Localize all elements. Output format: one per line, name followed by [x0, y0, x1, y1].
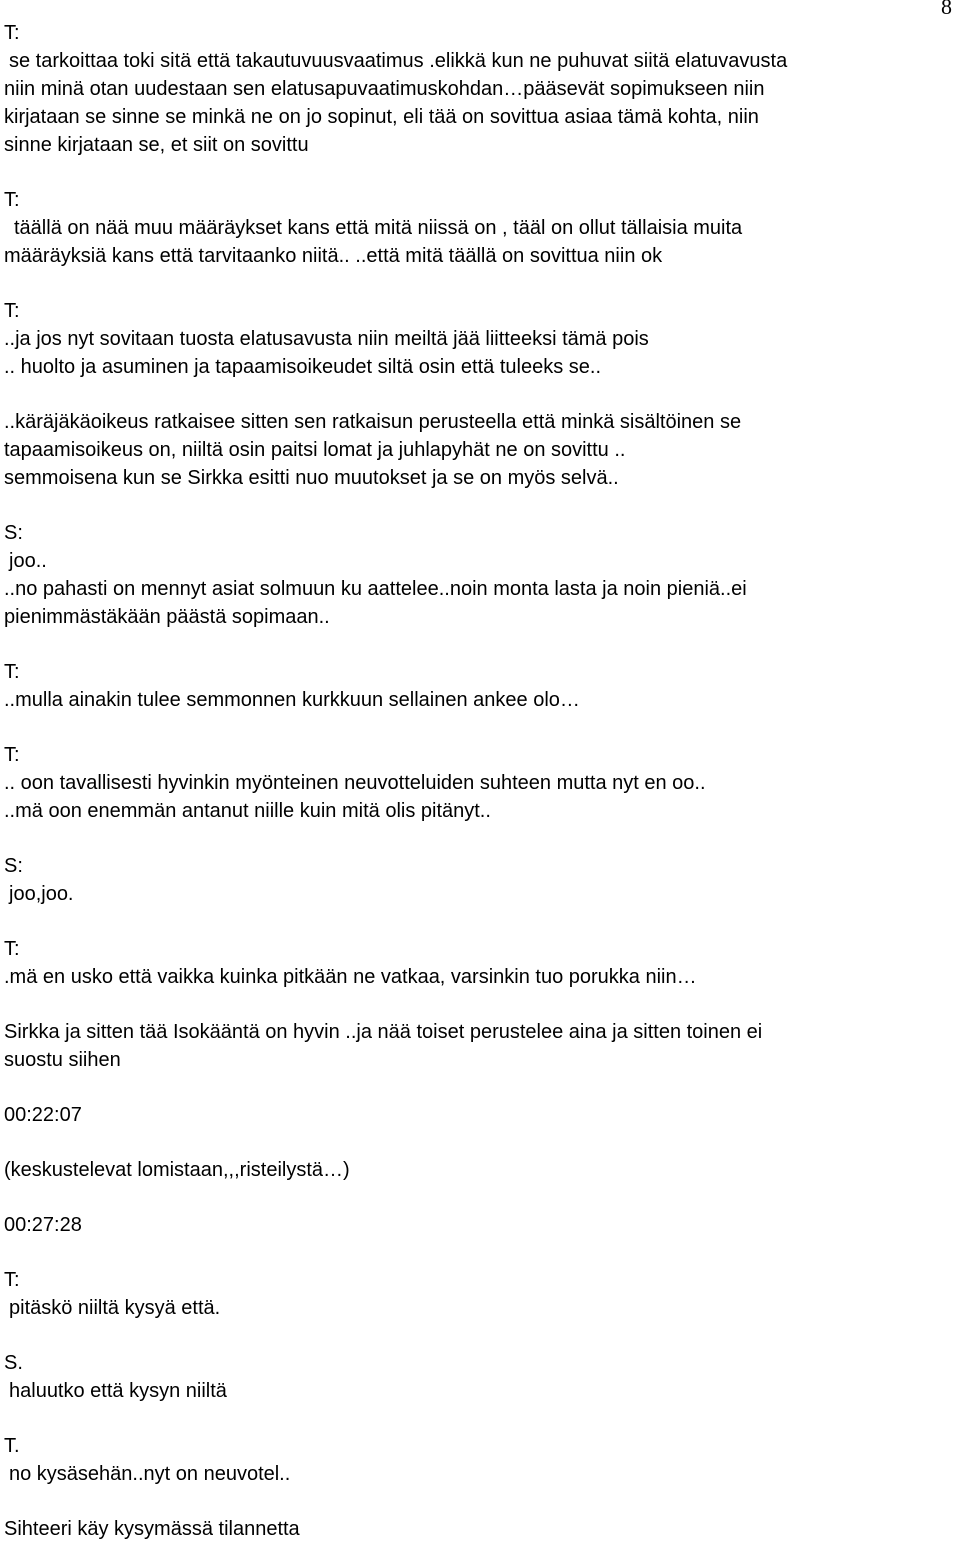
transcript-line: määräyksiä kans että tarvitaanko niitä.. ..että mitä täällä on sovittua niin ok	[4, 245, 663, 267]
transcript-line: haluutko että kysyn niiltä	[9, 1380, 227, 1402]
transcript-line: niin minä otan uudestaan sen elatusapuvaatimuskohdan…pääsevät sopimukseen niin	[4, 78, 765, 100]
speaker-label: T.	[4, 1435, 20, 1457]
speaker-label: S:	[4, 522, 23, 544]
transcript-line: .. oon tavallisesti hyvinkin myönteinen neuvotteluiden suhteen mutta nyt en oo..	[4, 772, 706, 794]
transcript-line: suostu siihen	[4, 1049, 121, 1071]
transcript-line: se tarkoittaa toki sitä että takautuvuusvaatimus .elikkä kun ne puhuvat siitä elatuvavusta	[9, 50, 788, 72]
speaker-label: T:	[4, 938, 20, 960]
speaker-label: S:	[4, 855, 23, 877]
transcript-line: (keskustelevat lomistaan,,,risteilystä…)	[4, 1159, 350, 1181]
transcript-line: ..mulla ainakin tulee semmonnen kurkkuun sellainen ankee olo…	[4, 689, 580, 711]
speaker-label: T:	[4, 189, 20, 211]
transcript-line: Sihteeri käy kysymässä tilannetta	[4, 1518, 300, 1540]
speaker-label: T:	[4, 300, 20, 322]
speaker-label: S.	[4, 1352, 23, 1374]
transcript-line: Sirkka ja sitten tää Isokääntä on hyvin ..ja nää toiset perustelee aina ja sitten toinen ei	[4, 1021, 763, 1043]
transcript-line: .. huolto ja asuminen ja tapaamisoikeudet siltä osin että tuleeks se..	[4, 356, 602, 378]
transcript-line: täällä on nää muu määräykset kans että mitä niissä on , tääl on ollut tällaisia muita	[14, 217, 743, 239]
speaker-label: T:	[4, 661, 20, 683]
timestamp: 00:22:07	[4, 1104, 82, 1126]
transcript-line: ..no pahasti on mennyt asiat solmuun ku aattelee..noin monta lasta ja noin pieniä..ei	[4, 578, 747, 600]
transcript-line: semmoisena kun se Sirkka esitti nuo muutokset ja se on myös selvä..	[4, 467, 619, 489]
transcript-line: ..käräjäkäoikeus ratkaisee sitten sen ratkaisun perusteella että minkä sisältöinen se	[4, 411, 742, 433]
transcript-line: tapaamisoikeus on, niiltä osin paitsi lomat ja juhlapyhät ne on sovittu ..	[4, 439, 626, 461]
transcript-line: .mä en usko että vaikka kuinka pitkään ne vatkaa, varsinkin tuo porukka niin…	[4, 966, 697, 988]
speaker-label: T:	[4, 744, 20, 766]
transcript-line: pienimmästäkään päästä sopimaan..	[4, 606, 330, 628]
page-number: 8	[941, 0, 952, 19]
timestamp: 00:27:28	[4, 1214, 82, 1236]
speaker-label: T:	[4, 22, 20, 44]
transcript	[4, 19, 949, 1543]
transcript-line: sinne kirjataan se, et siit on sovittu	[4, 134, 309, 156]
transcript-line: no kysäsehän..nyt on neuvotel..	[9, 1463, 291, 1485]
speaker-label: T:	[4, 1269, 20, 1291]
transcript-line: pitäskö niiltä kysyä että.	[9, 1297, 221, 1319]
transcript-line: kirjataan se sinne se minkä ne on jo sopinut, eli tää on sovittua asiaa tämä kohta, niin	[4, 106, 759, 128]
transcript-line: joo,joo.	[9, 883, 74, 905]
transcript-line: joo..	[9, 550, 47, 572]
transcript-line: ..mä oon enemmän antanut niille kuin mitä olis pitänyt..	[4, 800, 491, 822]
transcript-line: ..ja jos nyt sovitaan tuosta elatusavusta niin meiltä jää liitteeksi tämä pois	[4, 328, 649, 350]
